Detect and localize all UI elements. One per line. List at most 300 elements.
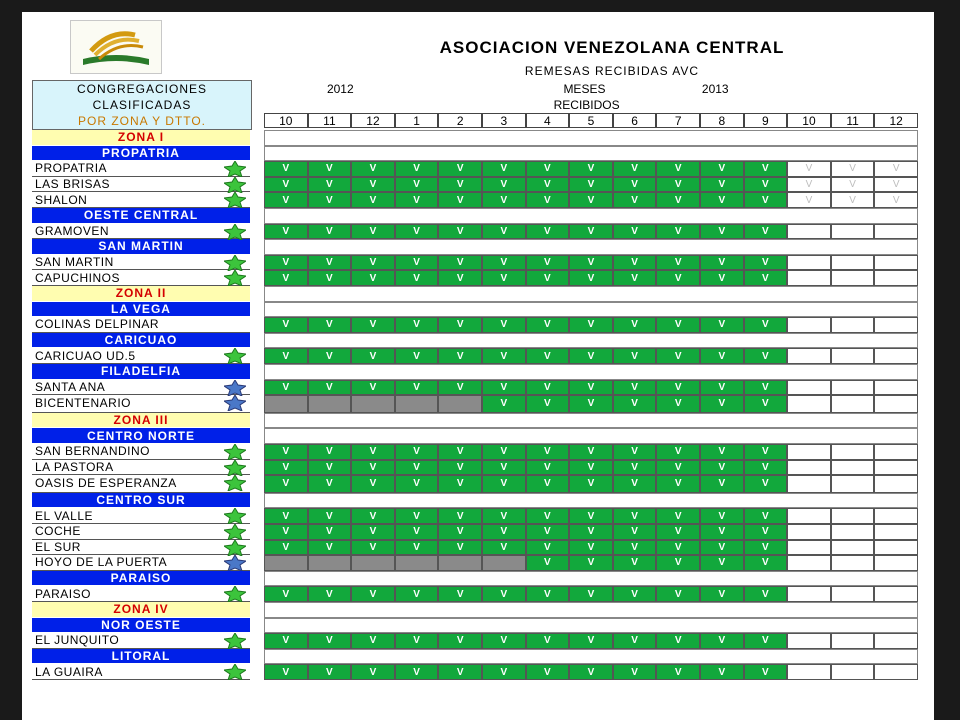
- remittance-cell[interactable]: [787, 524, 831, 540]
- remittance-cell[interactable]: V: [744, 224, 788, 240]
- remittance-cell[interactable]: [787, 664, 831, 680]
- remittance-cell[interactable]: V: [744, 475, 788, 493]
- remittance-cell[interactable]: V: [438, 664, 482, 680]
- remittance-cell[interactable]: V: [351, 380, 395, 396]
- remittance-cell[interactable]: V: [526, 255, 570, 271]
- remittance-cell[interactable]: V: [351, 255, 395, 271]
- remittance-cell[interactable]: V: [744, 177, 788, 193]
- remittance-cell[interactable]: V: [700, 317, 744, 333]
- remittance-cell[interactable]: V: [569, 444, 613, 460]
- remittance-cell[interactable]: [308, 555, 352, 571]
- remittance-cell[interactable]: [874, 664, 918, 680]
- remittance-cell[interactable]: V: [656, 633, 700, 649]
- remittance-cell[interactable]: V: [351, 460, 395, 476]
- remittance-cell[interactable]: V: [700, 555, 744, 571]
- remittance-cell[interactable]: V: [613, 177, 657, 193]
- remittance-cell[interactable]: V: [264, 475, 308, 493]
- remittance-cell[interactable]: V: [308, 255, 352, 271]
- remittance-cell[interactable]: V: [264, 460, 308, 476]
- remittance-cell[interactable]: V: [613, 524, 657, 540]
- remittance-cell[interactable]: V: [656, 317, 700, 333]
- remittance-cell[interactable]: V: [308, 633, 352, 649]
- remittance-cell[interactable]: [308, 395, 352, 413]
- remittance-cell[interactable]: V: [613, 555, 657, 571]
- remittance-cell[interactable]: V: [264, 524, 308, 540]
- remittance-cell[interactable]: V: [744, 317, 788, 333]
- remittance-cell[interactable]: V: [395, 540, 439, 556]
- remittance-cell[interactable]: V: [613, 255, 657, 271]
- remittance-cell[interactable]: [874, 555, 918, 571]
- remittance-cell[interactable]: V: [700, 255, 744, 271]
- remittance-cell[interactable]: V: [656, 475, 700, 493]
- remittance-cell[interactable]: [831, 524, 875, 540]
- remittance-cell[interactable]: V: [569, 540, 613, 556]
- remittance-cell[interactable]: V: [308, 664, 352, 680]
- remittance-cell[interactable]: V: [613, 508, 657, 524]
- remittance-cell[interactable]: V: [351, 508, 395, 524]
- remittance-cell[interactable]: V: [395, 224, 439, 240]
- remittance-cell[interactable]: V: [482, 524, 526, 540]
- remittance-cell[interactable]: [831, 540, 875, 556]
- remittance-cell[interactable]: [831, 508, 875, 524]
- remittance-cell[interactable]: V: [351, 348, 395, 364]
- remittance-cell[interactable]: V: [264, 444, 308, 460]
- remittance-cell[interactable]: [787, 270, 831, 286]
- remittance-cell[interactable]: V: [656, 508, 700, 524]
- remittance-cell[interactable]: V: [351, 633, 395, 649]
- remittance-cell[interactable]: V: [395, 444, 439, 460]
- remittance-cell[interactable]: V: [482, 192, 526, 208]
- remittance-cell[interactable]: [874, 540, 918, 556]
- remittance-cell[interactable]: [874, 317, 918, 333]
- remittance-cell[interactable]: V: [656, 270, 700, 286]
- remittance-cell[interactable]: [787, 633, 831, 649]
- remittance-cell[interactable]: V: [569, 555, 613, 571]
- remittance-cell[interactable]: V: [700, 508, 744, 524]
- remittance-cell[interactable]: [787, 586, 831, 602]
- remittance-cell[interactable]: V: [526, 508, 570, 524]
- remittance-cell[interactable]: [831, 460, 875, 476]
- remittance-cell[interactable]: V: [744, 348, 788, 364]
- remittance-cell[interactable]: V: [264, 348, 308, 364]
- remittance-cell[interactable]: V: [744, 586, 788, 602]
- remittance-cell[interactable]: [831, 224, 875, 240]
- remittance-cell[interactable]: [874, 508, 918, 524]
- remittance-cell[interactable]: V: [656, 540, 700, 556]
- remittance-cell[interactable]: V: [482, 395, 526, 413]
- remittance-cell[interactable]: V: [438, 524, 482, 540]
- remittance-cell[interactable]: V: [569, 395, 613, 413]
- remittance-cell[interactable]: V: [569, 317, 613, 333]
- remittance-cell[interactable]: V: [351, 444, 395, 460]
- remittance-cell[interactable]: V: [700, 270, 744, 286]
- remittance-cell[interactable]: V: [308, 475, 352, 493]
- remittance-cell[interactable]: V: [700, 177, 744, 193]
- remittance-cell[interactable]: V: [700, 524, 744, 540]
- remittance-cell[interactable]: [831, 348, 875, 364]
- remittance-cell[interactable]: V: [395, 664, 439, 680]
- remittance-cell[interactable]: [787, 255, 831, 271]
- remittance-cell[interactable]: V: [744, 633, 788, 649]
- remittance-cell[interactable]: V: [482, 540, 526, 556]
- remittance-cell[interactable]: [438, 555, 482, 571]
- remittance-cell[interactable]: V: [264, 380, 308, 396]
- remittance-cell[interactable]: [831, 317, 875, 333]
- remittance-cell[interactable]: V: [744, 508, 788, 524]
- remittance-cell[interactable]: V: [874, 161, 918, 177]
- remittance-cell[interactable]: V: [613, 633, 657, 649]
- remittance-cell[interactable]: [787, 555, 831, 571]
- remittance-cell[interactable]: V: [438, 460, 482, 476]
- remittance-cell[interactable]: V: [613, 664, 657, 680]
- remittance-cell[interactable]: [874, 348, 918, 364]
- remittance-cell[interactable]: [787, 444, 831, 460]
- remittance-cell[interactable]: V: [395, 524, 439, 540]
- remittance-cell[interactable]: V: [264, 664, 308, 680]
- remittance-cell[interactable]: V: [744, 161, 788, 177]
- remittance-cell[interactable]: V: [569, 586, 613, 602]
- remittance-cell[interactable]: V: [569, 664, 613, 680]
- remittance-cell[interactable]: V: [700, 161, 744, 177]
- remittance-cell[interactable]: V: [351, 177, 395, 193]
- remittance-cell[interactable]: [264, 555, 308, 571]
- remittance-cell[interactable]: [831, 444, 875, 460]
- remittance-cell[interactable]: V: [264, 508, 308, 524]
- remittance-cell[interactable]: V: [482, 633, 526, 649]
- remittance-cell[interactable]: V: [744, 192, 788, 208]
- remittance-cell[interactable]: V: [613, 460, 657, 476]
- remittance-cell[interactable]: [831, 586, 875, 602]
- remittance-cell[interactable]: V: [613, 586, 657, 602]
- remittance-cell[interactable]: [874, 270, 918, 286]
- remittance-cell[interactable]: [787, 224, 831, 240]
- remittance-cell[interactable]: [874, 255, 918, 271]
- remittance-cell[interactable]: V: [482, 224, 526, 240]
- remittance-cell[interactable]: V: [351, 540, 395, 556]
- remittance-cell[interactable]: V: [744, 555, 788, 571]
- remittance-cell[interactable]: V: [438, 224, 482, 240]
- remittance-cell[interactable]: V: [264, 224, 308, 240]
- remittance-cell[interactable]: V: [351, 524, 395, 540]
- remittance-cell[interactable]: V: [438, 317, 482, 333]
- remittance-cell[interactable]: V: [526, 475, 570, 493]
- remittance-cell[interactable]: [264, 395, 308, 413]
- remittance-cell[interactable]: V: [613, 270, 657, 286]
- remittance-cell[interactable]: V: [656, 192, 700, 208]
- remittance-cell[interactable]: V: [264, 161, 308, 177]
- remittance-cell[interactable]: V: [308, 444, 352, 460]
- remittance-cell[interactable]: V: [395, 192, 439, 208]
- remittance-cell[interactable]: V: [569, 460, 613, 476]
- remittance-cell[interactable]: V: [656, 524, 700, 540]
- remittance-cell[interactable]: V: [395, 633, 439, 649]
- remittance-cell[interactable]: V: [526, 348, 570, 364]
- remittance-cell[interactable]: V: [656, 161, 700, 177]
- remittance-cell[interactable]: V: [656, 586, 700, 602]
- remittance-cell[interactable]: [874, 633, 918, 649]
- remittance-cell[interactable]: V: [700, 460, 744, 476]
- remittance-cell[interactable]: [831, 270, 875, 286]
- remittance-cell[interactable]: V: [438, 348, 482, 364]
- remittance-cell[interactable]: V: [395, 508, 439, 524]
- remittance-cell[interactable]: V: [569, 524, 613, 540]
- remittance-cell[interactable]: [787, 540, 831, 556]
- remittance-cell[interactable]: [482, 555, 526, 571]
- remittance-cell[interactable]: V: [351, 317, 395, 333]
- remittance-cell[interactable]: V: [482, 460, 526, 476]
- remittance-cell[interactable]: V: [569, 633, 613, 649]
- remittance-cell[interactable]: [787, 317, 831, 333]
- remittance-cell[interactable]: [831, 664, 875, 680]
- remittance-cell[interactable]: V: [351, 224, 395, 240]
- remittance-cell[interactable]: V: [569, 192, 613, 208]
- remittance-cell[interactable]: V: [482, 255, 526, 271]
- remittance-cell[interactable]: V: [308, 460, 352, 476]
- remittance-cell[interactable]: V: [613, 395, 657, 413]
- remittance-cell[interactable]: V: [395, 475, 439, 493]
- remittance-cell[interactable]: V: [395, 270, 439, 286]
- remittance-cell[interactable]: V: [744, 255, 788, 271]
- remittance-cell[interactable]: [874, 586, 918, 602]
- remittance-cell[interactable]: V: [526, 177, 570, 193]
- remittance-cell[interactable]: V: [656, 177, 700, 193]
- remittance-cell[interactable]: V: [569, 255, 613, 271]
- remittance-cell[interactable]: V: [395, 348, 439, 364]
- remittance-cell[interactable]: V: [787, 192, 831, 208]
- remittance-cell[interactable]: V: [264, 633, 308, 649]
- remittance-cell[interactable]: [831, 475, 875, 493]
- remittance-cell[interactable]: V: [438, 270, 482, 286]
- remittance-cell[interactable]: V: [700, 380, 744, 396]
- remittance-cell[interactable]: V: [264, 586, 308, 602]
- remittance-cell[interactable]: [787, 475, 831, 493]
- remittance-cell[interactable]: [874, 475, 918, 493]
- remittance-cell[interactable]: V: [656, 664, 700, 680]
- remittance-cell[interactable]: V: [656, 555, 700, 571]
- remittance-cell[interactable]: V: [308, 270, 352, 286]
- remittance-cell[interactable]: V: [526, 664, 570, 680]
- remittance-cell[interactable]: V: [569, 508, 613, 524]
- remittance-cell[interactable]: V: [526, 586, 570, 602]
- remittance-cell[interactable]: V: [526, 460, 570, 476]
- remittance-cell[interactable]: V: [264, 177, 308, 193]
- remittance-cell[interactable]: V: [395, 177, 439, 193]
- remittance-cell[interactable]: V: [526, 540, 570, 556]
- remittance-cell[interactable]: V: [569, 380, 613, 396]
- remittance-cell[interactable]: V: [526, 444, 570, 460]
- remittance-cell[interactable]: V: [438, 177, 482, 193]
- remittance-cell[interactable]: [351, 555, 395, 571]
- remittance-cell[interactable]: [787, 380, 831, 396]
- remittance-cell[interactable]: V: [308, 586, 352, 602]
- remittance-cell[interactable]: V: [308, 317, 352, 333]
- remittance-cell[interactable]: V: [613, 224, 657, 240]
- remittance-cell[interactable]: V: [482, 177, 526, 193]
- remittance-cell[interactable]: V: [700, 475, 744, 493]
- remittance-cell[interactable]: V: [264, 540, 308, 556]
- remittance-cell[interactable]: [787, 460, 831, 476]
- remittance-cell[interactable]: V: [569, 348, 613, 364]
- remittance-cell[interactable]: V: [308, 380, 352, 396]
- remittance-cell[interactable]: V: [482, 508, 526, 524]
- remittance-cell[interactable]: V: [526, 270, 570, 286]
- remittance-cell[interactable]: V: [656, 348, 700, 364]
- remittance-cell[interactable]: V: [351, 161, 395, 177]
- remittance-cell[interactable]: V: [700, 586, 744, 602]
- remittance-cell[interactable]: [874, 395, 918, 413]
- remittance-cell[interactable]: V: [656, 460, 700, 476]
- remittance-cell[interactable]: V: [613, 348, 657, 364]
- remittance-cell[interactable]: V: [482, 586, 526, 602]
- remittance-cell[interactable]: V: [264, 270, 308, 286]
- remittance-cell[interactable]: V: [395, 255, 439, 271]
- remittance-cell[interactable]: V: [744, 444, 788, 460]
- remittance-cell[interactable]: V: [395, 380, 439, 396]
- remittance-cell[interactable]: V: [526, 524, 570, 540]
- remittance-cell[interactable]: V: [613, 475, 657, 493]
- remittance-cell[interactable]: V: [656, 380, 700, 396]
- remittance-cell[interactable]: V: [569, 224, 613, 240]
- remittance-cell[interactable]: [874, 224, 918, 240]
- remittance-cell[interactable]: V: [482, 380, 526, 396]
- remittance-cell[interactable]: V: [700, 348, 744, 364]
- remittance-cell[interactable]: V: [831, 161, 875, 177]
- remittance-cell[interactable]: [874, 524, 918, 540]
- remittance-cell[interactable]: V: [482, 348, 526, 364]
- remittance-cell[interactable]: [831, 255, 875, 271]
- remittance-cell[interactable]: V: [656, 395, 700, 413]
- remittance-cell[interactable]: V: [395, 161, 439, 177]
- remittance-cell[interactable]: V: [482, 475, 526, 493]
- remittance-cell[interactable]: V: [613, 192, 657, 208]
- remittance-cell[interactable]: V: [264, 317, 308, 333]
- remittance-cell[interactable]: V: [613, 317, 657, 333]
- remittance-cell[interactable]: V: [526, 317, 570, 333]
- remittance-cell[interactable]: [395, 395, 439, 413]
- remittance-cell[interactable]: [874, 444, 918, 460]
- remittance-cell[interactable]: [831, 380, 875, 396]
- remittance-cell[interactable]: V: [395, 317, 439, 333]
- remittance-cell[interactable]: V: [308, 177, 352, 193]
- remittance-cell[interactable]: V: [438, 475, 482, 493]
- remittance-cell[interactable]: V: [874, 177, 918, 193]
- remittance-cell[interactable]: V: [700, 192, 744, 208]
- remittance-cell[interactable]: V: [656, 224, 700, 240]
- remittance-cell[interactable]: V: [569, 475, 613, 493]
- remittance-cell[interactable]: V: [395, 586, 439, 602]
- remittance-cell[interactable]: V: [308, 524, 352, 540]
- remittance-cell[interactable]: V: [700, 633, 744, 649]
- remittance-cell[interactable]: V: [744, 664, 788, 680]
- remittance-cell[interactable]: V: [438, 380, 482, 396]
- remittance-cell[interactable]: V: [438, 255, 482, 271]
- remittance-cell[interactable]: V: [700, 444, 744, 460]
- remittance-cell[interactable]: V: [744, 540, 788, 556]
- remittance-cell[interactable]: V: [700, 224, 744, 240]
- remittance-cell[interactable]: V: [787, 177, 831, 193]
- remittance-cell[interactable]: V: [744, 395, 788, 413]
- remittance-cell[interactable]: V: [482, 161, 526, 177]
- remittance-cell[interactable]: V: [613, 444, 657, 460]
- remittance-cell[interactable]: V: [656, 444, 700, 460]
- remittance-cell[interactable]: V: [744, 380, 788, 396]
- remittance-cell[interactable]: V: [308, 192, 352, 208]
- remittance-cell[interactable]: [787, 348, 831, 364]
- remittance-cell[interactable]: V: [351, 586, 395, 602]
- remittance-cell[interactable]: V: [438, 540, 482, 556]
- remittance-cell[interactable]: V: [744, 460, 788, 476]
- remittance-cell[interactable]: V: [438, 508, 482, 524]
- remittance-cell[interactable]: [874, 380, 918, 396]
- remittance-cell[interactable]: V: [613, 540, 657, 556]
- remittance-cell[interactable]: [831, 633, 875, 649]
- remittance-cell[interactable]: V: [526, 192, 570, 208]
- remittance-cell[interactable]: V: [395, 460, 439, 476]
- remittance-cell[interactable]: V: [351, 664, 395, 680]
- remittance-cell[interactable]: V: [482, 317, 526, 333]
- remittance-cell[interactable]: V: [482, 270, 526, 286]
- remittance-cell[interactable]: V: [308, 224, 352, 240]
- remittance-cell[interactable]: V: [613, 380, 657, 396]
- remittance-cell[interactable]: V: [744, 524, 788, 540]
- remittance-cell[interactable]: V: [831, 177, 875, 193]
- remittance-cell[interactable]: V: [700, 540, 744, 556]
- remittance-cell[interactable]: V: [264, 255, 308, 271]
- remittance-cell[interactable]: V: [264, 192, 308, 208]
- remittance-cell[interactable]: V: [787, 161, 831, 177]
- remittance-cell[interactable]: V: [438, 586, 482, 602]
- remittance-cell[interactable]: V: [526, 380, 570, 396]
- remittance-cell[interactable]: [395, 555, 439, 571]
- remittance-cell[interactable]: V: [308, 540, 352, 556]
- remittance-cell[interactable]: [831, 555, 875, 571]
- remittance-cell[interactable]: V: [831, 192, 875, 208]
- remittance-cell[interactable]: V: [308, 161, 352, 177]
- remittance-cell[interactable]: V: [526, 555, 570, 571]
- remittance-cell[interactable]: V: [569, 177, 613, 193]
- remittance-cell[interactable]: V: [438, 192, 482, 208]
- remittance-cell[interactable]: V: [308, 508, 352, 524]
- remittance-cell[interactable]: [874, 460, 918, 476]
- remittance-cell[interactable]: V: [656, 255, 700, 271]
- remittance-cell[interactable]: V: [526, 395, 570, 413]
- remittance-cell[interactable]: V: [351, 270, 395, 286]
- remittance-cell[interactable]: [351, 395, 395, 413]
- remittance-cell[interactable]: V: [351, 475, 395, 493]
- remittance-cell[interactable]: V: [438, 444, 482, 460]
- remittance-cell[interactable]: V: [526, 633, 570, 649]
- remittance-cell[interactable]: [831, 395, 875, 413]
- remittance-cell[interactable]: V: [438, 161, 482, 177]
- remittance-cell[interactable]: V: [700, 664, 744, 680]
- remittance-cell[interactable]: V: [482, 444, 526, 460]
- remittance-cell[interactable]: V: [526, 161, 570, 177]
- remittance-cell[interactable]: V: [482, 664, 526, 680]
- remittance-cell[interactable]: [787, 395, 831, 413]
- remittance-cell[interactable]: V: [744, 270, 788, 286]
- remittance-cell[interactable]: V: [700, 395, 744, 413]
- remittance-cell[interactable]: V: [526, 224, 570, 240]
- remittance-cell[interactable]: [787, 508, 831, 524]
- remittance-cell[interactable]: V: [874, 192, 918, 208]
- remittance-cell[interactable]: V: [569, 270, 613, 286]
- remittance-cell[interactable]: V: [569, 161, 613, 177]
- remittance-cell[interactable]: V: [351, 192, 395, 208]
- remittance-cell[interactable]: [438, 395, 482, 413]
- remittance-cell[interactable]: V: [308, 348, 352, 364]
- remittance-cell[interactable]: V: [438, 633, 482, 649]
- remittance-cell[interactable]: V: [613, 161, 657, 177]
